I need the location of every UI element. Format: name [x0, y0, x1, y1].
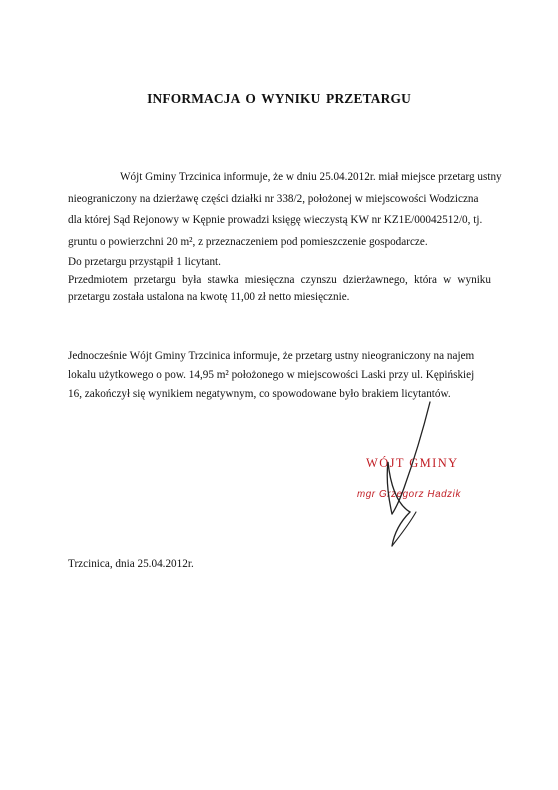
paragraph1-line-4: gruntu o powierzchni 20 m², z przeznaczeniem pod pomieszczenie gospodarcze.	[68, 236, 428, 248]
paragraph2-line-2: lokalu użytkowego o pow. 14,95 m² położonego w miejscowości Laski przy ul. Kępińskiej	[68, 369, 475, 381]
paragraph1-line-6: Przedmiotem przetargu była stawka miesięczna czynszu dzierżawnego, która w wyniku	[68, 274, 491, 286]
stamp-title: WÓJT GMINY	[366, 456, 459, 470]
place-date: Trzcinica, dnia 25.04.2012r.	[68, 558, 194, 570]
paragraph1-line-7: przetargu została ustalona na kwotę 11,00 zł netto miesięcznie.	[68, 291, 350, 303]
handwritten-signature	[378, 400, 458, 550]
paragraph1-line-3: dla której Sąd Rejonowy w Kępnie prowadzi księgę wieczystą KW nr KZ1E/00042512/0, tj.	[68, 214, 483, 226]
stamp-name: mgr Grzegorz Hadzik	[357, 489, 461, 500]
paragraph2-line-1: Jednocześnie Wójt Gminy Trzcinica informuje, że przetarg ustny nieograniczony na najem	[68, 350, 475, 362]
document-title: INFORMACJA O WYNIKU PRZETARGU	[147, 91, 411, 106]
paragraph1-line-2: nieograniczony na dzierżawę części działki nr 338/2, położonej w miejscowości Wodziczna	[68, 193, 479, 205]
paragraph1-line-5: Do przetargu przystąpił 1 licytant.	[68, 256, 221, 268]
paragraph2-line-3: 16, zakończył się wynikiem negatywnym, co spowodowane było brakiem licytantów.	[68, 388, 451, 400]
paragraph1-line-1: Wójt Gminy Trzcinica informuje, że w dniu 25.04.2012r. miał miejsce przetarg ustny	[120, 171, 502, 183]
